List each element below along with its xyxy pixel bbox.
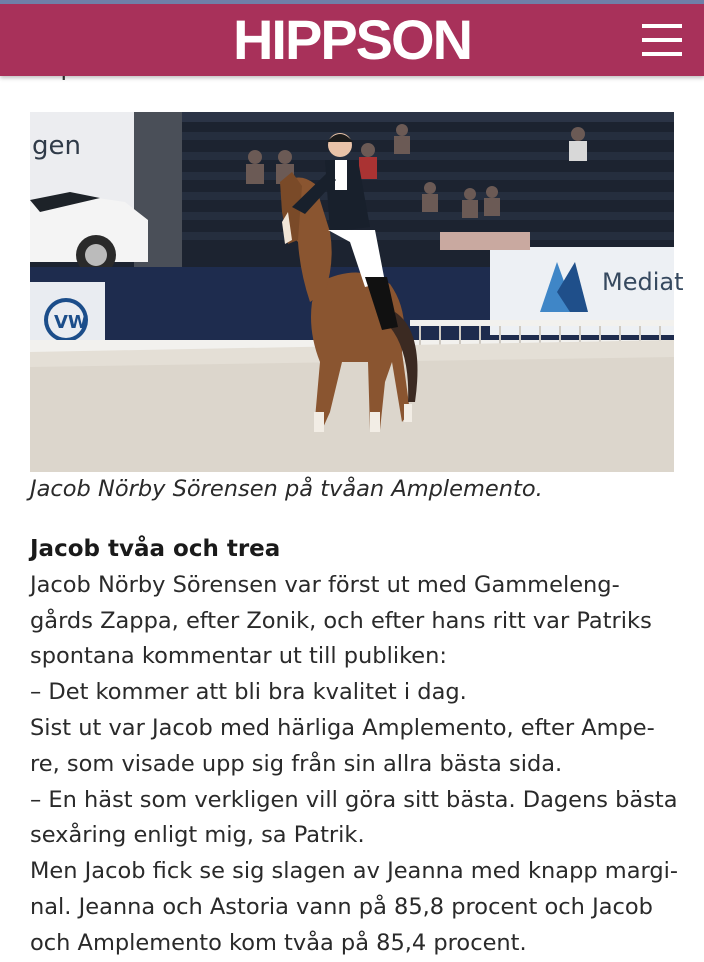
dressage-photo-illustration bbox=[30, 112, 684, 472]
photo-caption: Jacob Nörby Sörensen på tvåan Amplemento. bbox=[30, 476, 543, 502]
article-line: sexåring enligt mig, sa Patrik. bbox=[30, 822, 365, 849]
article-line: spontana kommentar ut till publiken: bbox=[30, 643, 447, 670]
article-photo[interactable] bbox=[30, 112, 684, 472]
top-bar bbox=[0, 0, 704, 76]
article-line: Men Jacob fick se sig slagen av Jeanna med knapp margi- bbox=[30, 858, 678, 885]
article-line: re, som visade upp sig från sin allra bästa sida. bbox=[30, 750, 563, 777]
article-line: och Amplemento kom tvåa på 85,4 procent. bbox=[30, 929, 527, 956]
sign-right-text: Mediat bbox=[602, 268, 684, 296]
article-line: Sist ut var Jacob med härliga Amplemento, efter Ampe- bbox=[30, 714, 655, 741]
sign-left-text: gen bbox=[32, 131, 81, 161]
article-body bbox=[30, 532, 685, 962]
article-line: – Det kommer att bli bra kvalitet i dag. bbox=[30, 679, 467, 706]
article-line: Jacob Nörby Sörensen var först ut med Gammeleng- bbox=[30, 571, 620, 598]
svg-text:VW: VW bbox=[54, 312, 88, 333]
article-line: nal. Jeanna och Astoria vann på 85,8 procent och Jacob bbox=[30, 893, 653, 920]
article-line: gårds Zappa, efter Zonik, och efter hans ritt var Patriks bbox=[30, 607, 652, 634]
article-line: – En häst som verkligen vill göra sitt bästa. Dagens bästa bbox=[30, 786, 678, 813]
section-heading: Jacob tvåa och trea bbox=[30, 536, 281, 562]
hamburger-menu-icon[interactable] bbox=[642, 22, 682, 58]
hippson-logo[interactable]: HIPPSON bbox=[232, 8, 472, 71]
